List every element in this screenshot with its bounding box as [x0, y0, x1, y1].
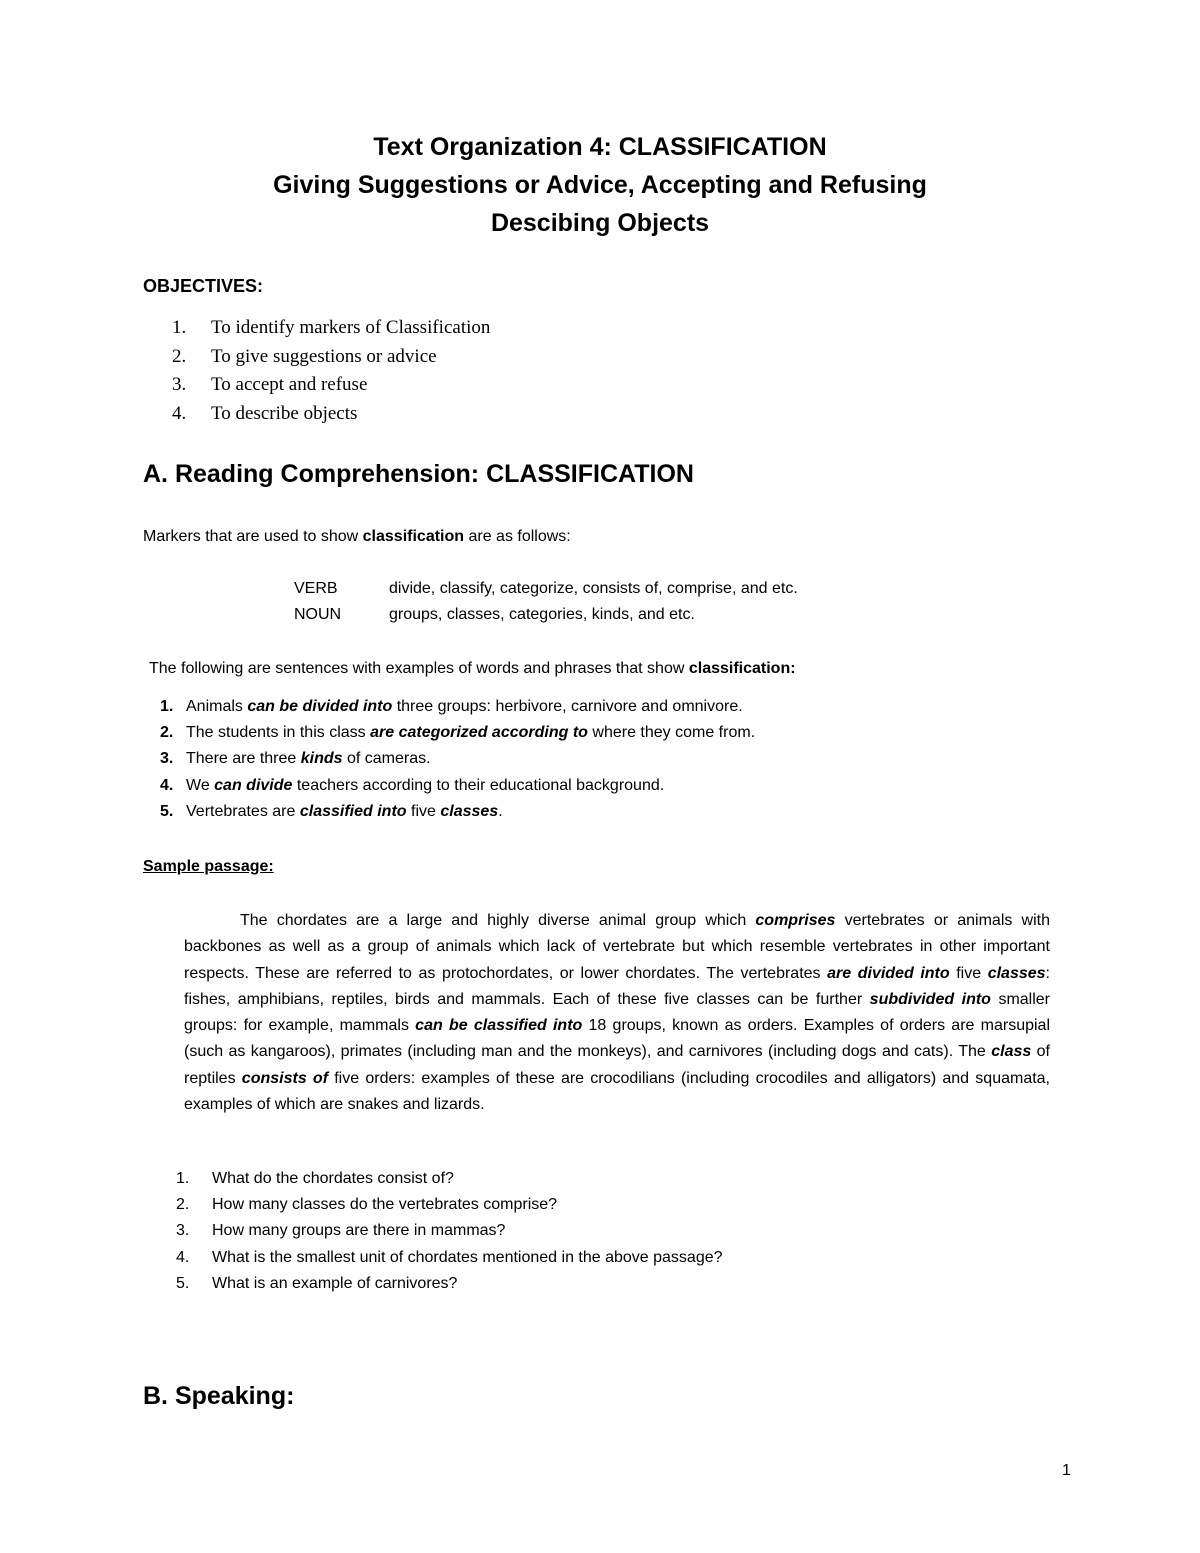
- objective-text: To give suggestions or advice: [211, 345, 437, 367]
- section-b-heading: [143, 1382, 294, 1411]
- example-text: There are three kinds of cameras.: [186, 750, 431, 768]
- markers-intro-bold: classification: [362, 528, 465, 545]
- list-number: 4.: [160, 776, 174, 794]
- list-number: 3.: [160, 750, 174, 768]
- marker-words: groups, classes, categories, kinds, and etc.: [389, 606, 695, 623]
- marker-words: divide, classify, categorize, consists of, comprise, and etc.: [389, 580, 798, 597]
- sample-passage: The chordates are a large and highly diverse animal group which comprises vertebrates or animals with backbones as well as a group of animals which lack of vertebrate but which resemble vertebrates in other important respects. These are referred to as protochordates, or lower chordates. The vertebrates are divided into five classes: fishes, amphibians, reptiles, birds and mammals. Each of these five classes can be further subdivided into smaller groups: for example, mammals can be classified into 18 groups, known as orders. Examples of orders are marsupial (such as kangaroos), primates (including man and the monkeys), and carnivores (including dogs and cats). The class of reptiles consists of five orders: examples of these are crocodilians (including crocodiles and alligators) and squamata, examples of which are snakes and lizards.: [184, 912, 1051, 1114]
- title-line-2: Giving Suggestions or Advice, Accepting and Refusing: [273, 171, 927, 199]
- list-number: 5.: [176, 1274, 190, 1292]
- examples-intro-text: The following are sentences with examples of words and phrases that show: [149, 660, 689, 677]
- examples-intro: [149, 660, 796, 678]
- question-text: How many groups are there in mammas?: [212, 1222, 506, 1240]
- example-text: We can divide teachers according to their educational background.: [186, 776, 665, 794]
- example-text: Vertebrates are classified into five classes.: [186, 802, 503, 820]
- list-number: 2.: [172, 345, 187, 367]
- list-number: 5.: [160, 802, 174, 820]
- objective-text: To describe objects: [211, 402, 358, 424]
- markers-intro-text-end: are as follows:: [464, 528, 571, 545]
- marker-kind: NOUN: [294, 606, 342, 623]
- examples-intro-bold: classification:: [688, 660, 796, 677]
- title-line-3: Descibing Objects: [490, 209, 710, 237]
- list-number: 3.: [176, 1222, 190, 1240]
- list-number: 2.: [176, 1196, 190, 1214]
- list-number: 4.: [172, 402, 187, 424]
- objectives-label: OBJECTIVES:: [143, 276, 264, 296]
- section-a-heading: A. Reading Comprehension: CLASSIFICATION: [143, 460, 694, 488]
- list-number: 1.: [172, 317, 187, 338]
- list-number: 1.: [160, 698, 174, 715]
- markers-intro-text: Markers that are used to show: [143, 528, 363, 545]
- example-text: Animals can be divided into three groups: herbivore, carnivore and omnivore.: [186, 698, 743, 715]
- marker-kind: VERB: [294, 580, 338, 597]
- markers-intro: [143, 528, 571, 546]
- title-block: [0, 128, 1200, 242]
- question-text: How many classes do the vertebrates comprise?: [212, 1196, 558, 1214]
- objective-text: To identify markers of Classification: [211, 317, 491, 338]
- objective-text: To accept and refuse: [211, 374, 368, 395]
- question-text: What do the chordates consist of?: [212, 1170, 454, 1187]
- section-b-colon: :: [286, 1382, 295, 1410]
- sample-passage-label: Sample passage:: [143, 858, 274, 875]
- list-number: 2.: [160, 724, 174, 742]
- list-number: 1.: [176, 1170, 190, 1187]
- title-line-1: Text Organization 4: CLASSIFICATION: [373, 133, 827, 161]
- example-text: The students in this class are categorized according to where they come from.: [186, 724, 756, 742]
- list-number: 4.: [176, 1248, 190, 1266]
- question-text: What is an example of carnivores?: [212, 1274, 458, 1292]
- page-number: 1: [1062, 1462, 1071, 1479]
- section-b-title: B. Speaking: [143, 1382, 287, 1410]
- list-number: 3.: [172, 374, 187, 395]
- question-text: What is the smallest unit of chordates mentioned in the above passage?: [212, 1248, 723, 1266]
